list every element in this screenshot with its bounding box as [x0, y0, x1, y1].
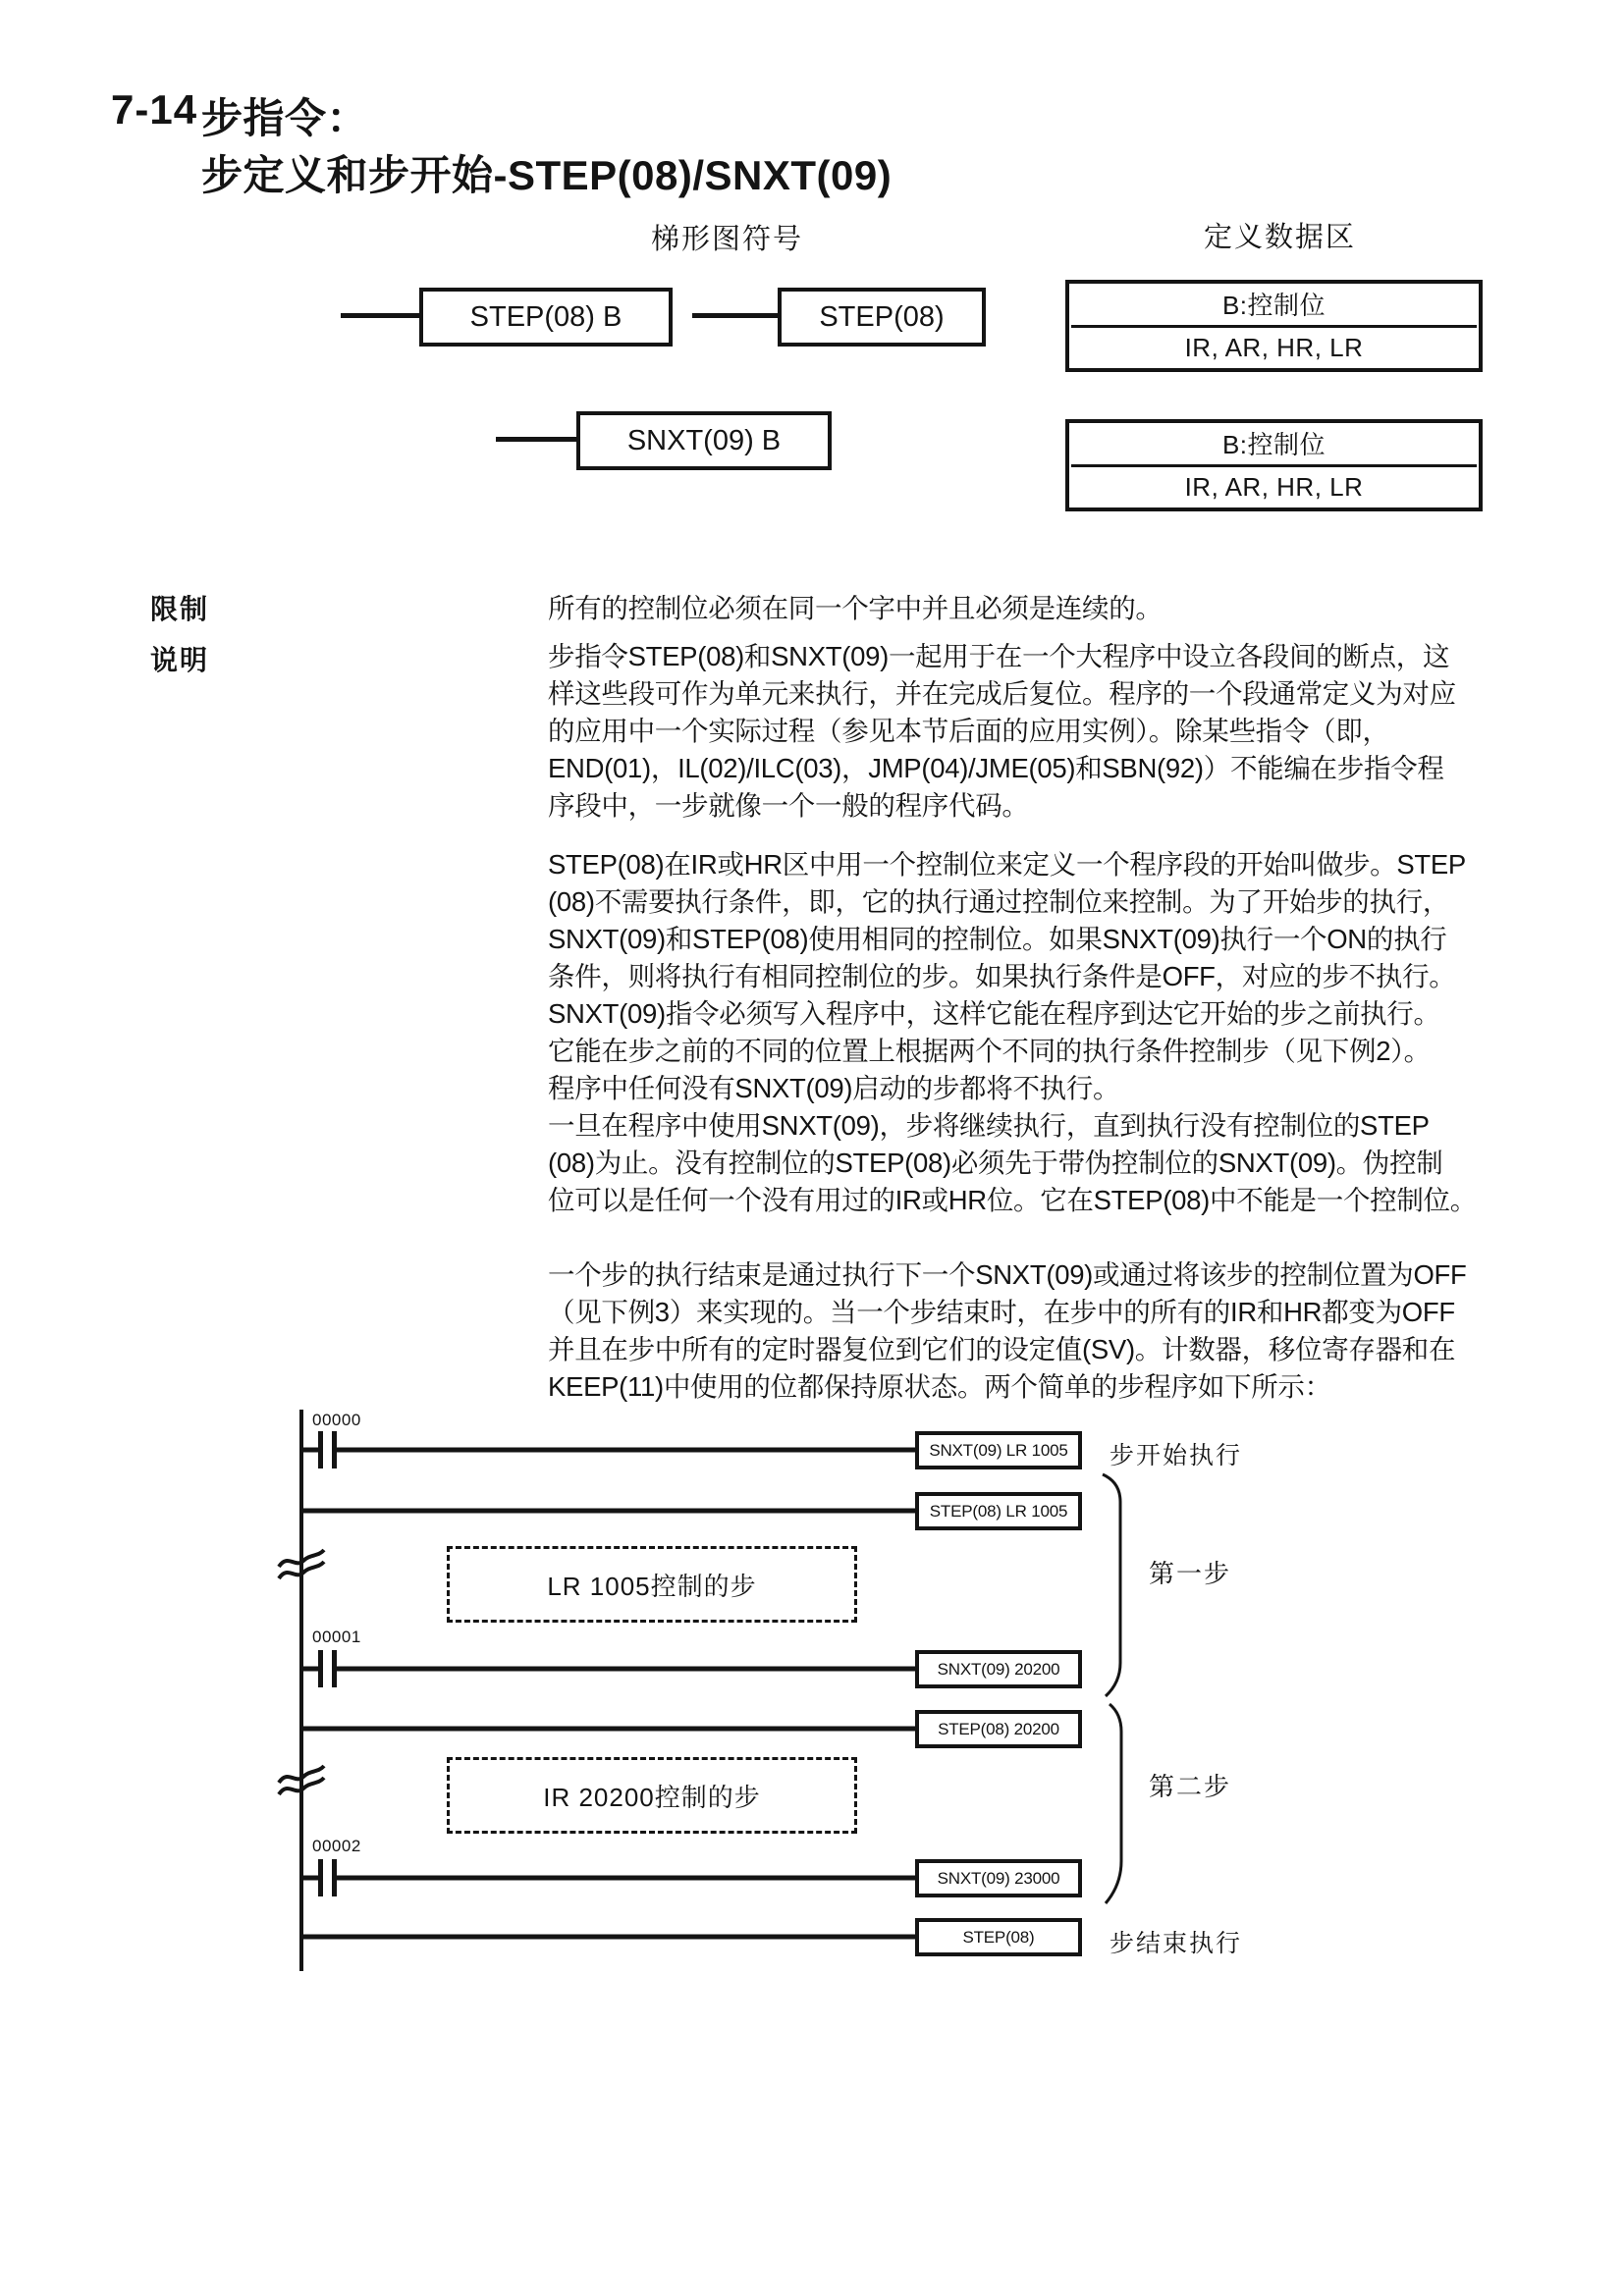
data-area-2-operand: B:控制位 — [1221, 430, 1326, 460]
body-line: 并且在步中所有的定时器复位到它们的设定值(SV)。计数器，移位寄存器和在 — [548, 1334, 1456, 1364]
snxt-23000-instruction-box: SNXT(09) 23000 — [915, 1859, 1082, 1897]
brace-icon — [1106, 1704, 1121, 1903]
step1-note: 第一步 — [1149, 1559, 1232, 1588]
no-contact-icon — [318, 1650, 323, 1687]
snxt-20200-instruction-box: SNXT(09) 20200 — [915, 1650, 1082, 1688]
dashed-step-block-2: IR 20200控制的步 — [447, 1757, 857, 1834]
body-line: 条件，则将执行有相同控制位的步。如果执行条件是OFF，对应的步不执行。 — [548, 961, 1456, 991]
description-paragraph-3 — [548, 1107, 1477, 1219]
body-line: 的应用中一个实际过程（参见本节后面的应用实例）。除某些指令（即， — [548, 716, 1389, 746]
lead-line-icon — [692, 313, 778, 318]
body-line: SNXT(09)和STEP(08)使用相同的控制位。如果SNXT(09)执行一个ON的执行 — [548, 924, 1447, 954]
body-line: 序段中，一步就像一个一般的程序代码。 — [548, 790, 1029, 821]
body-line: KEEP(11)中使用的位都保持原状态。两个简单的步程序如下所示： — [548, 1371, 1331, 1402]
step2-note: 第二步 — [1149, 1772, 1232, 1801]
no-contact-icon — [318, 1859, 323, 1896]
restriction-text: 所有的控制位必须在同一个字中并且必须是连续的。 — [548, 593, 1163, 623]
body-line: 样这些段可作为单元来执行，并在完成后复位。程序的一个段通常定义为对应 — [548, 678, 1456, 709]
no-contact-icon — [318, 1431, 323, 1468]
body-line: 一旦在程序中使用SNXT(09)，步将继续执行，直到执行没有控制位的STEP — [548, 1110, 1430, 1141]
contact-address-label: 00002 — [312, 1837, 361, 1855]
data-area-box-1 — [1065, 280, 1483, 372]
description-label: 说明 — [150, 645, 210, 675]
snxt-b-symbol-box: SNXT(09) B — [576, 411, 832, 470]
data-area-box-2 — [1065, 419, 1483, 511]
no-contact-icon — [332, 1650, 337, 1687]
body-line: （见下例3）来实现的。当一个步结束时，在步中的所有的IR和HR都变为OFF — [548, 1297, 1455, 1327]
body-line: (08)不需要执行条件，即，它的执行通过控制位来控制。为了开始步的执行， — [548, 886, 1450, 917]
section-number: 7-14 — [111, 86, 198, 133]
ladder-symbol-header: 梯形图符号 — [651, 224, 804, 255]
restriction-label: 限制 — [150, 594, 210, 624]
step-b-symbol-box: STEP(08) B — [419, 288, 673, 347]
lead-line-icon — [496, 437, 576, 442]
body-line: 程序中任何没有SNXT(09)启动的步都将不执行。 — [548, 1073, 1120, 1103]
page-title-line-2: 步定义和步开始-STEP(08)/SNXT(09) — [201, 152, 893, 198]
data-area-header: 定义数据区 — [1204, 222, 1357, 253]
step-start-note: 步开始执行 — [1110, 1442, 1243, 1469]
body-line: 它能在步之前的不同的位置上根据两个不同的执行条件控制步（见下例2）。 — [548, 1036, 1431, 1066]
body-line: 位可以是任何一个没有用过的IR或HR位。它在STEP(08)中不能是一个控制位。 — [548, 1185, 1477, 1215]
page-title-line-1: 步指令： — [201, 95, 369, 141]
body-line: STEP(08)在IR或HR区中用一个控制位来定义一个程序段的开始叫做步。STEP — [548, 849, 1466, 880]
data-area-1-operand: B:控制位 — [1221, 291, 1326, 321]
snxt-lr1005-instruction-box: SNXT(09) LR 1005 — [915, 1431, 1082, 1469]
description-paragraph-2 — [548, 846, 1466, 1107]
step-end-note: 步结束执行 — [1110, 1930, 1243, 1957]
data-area-1-ranges: IR, AR, HR, LR — [1184, 332, 1364, 362]
contact-address-label: 00000 — [312, 1411, 361, 1429]
step-end-instruction-box: STEP(08) — [915, 1918, 1082, 1956]
body-line: SNXT(09)指令必须写入程序中，这样它能在程序到达它开始的步之前执行。 — [548, 998, 1440, 1029]
brace-icon — [1103, 1474, 1120, 1696]
no-contact-icon — [332, 1859, 337, 1896]
body-line: END(01)，IL(02)/ILC(03)，JMP(04)/JME(05)和SBN(92)）不能编在步指令程 — [548, 753, 1444, 783]
data-area-2-ranges: IR, AR, HR, LR — [1184, 471, 1364, 502]
body-line: 一个步的执行结束是通过执行下一个SNXT(09)或通过将该步的控制位置为OFF — [548, 1259, 1467, 1290]
step-20200-instruction-box: STEP(08) 20200 — [915, 1710, 1082, 1748]
contact-address-label: 00001 — [312, 1628, 361, 1646]
no-contact-icon — [332, 1431, 337, 1468]
example-ladder-diagram — [0, 1404, 1624, 2002]
description-paragraph-1 — [548, 638, 1456, 825]
description-paragraph-4 — [548, 1256, 1467, 1406]
step-symbol-box: STEP(08) — [778, 288, 986, 347]
lead-line-icon — [341, 313, 419, 318]
body-line: 步指令STEP(08)和SNXT(09)一起用于在一个大程序中设立各段间的断点，这 — [548, 641, 1450, 671]
body-line: (08)为止。没有控制位的STEP(08)必须先于带伪控制位的SNXT(09)。伪控制 — [548, 1148, 1443, 1178]
step-lr1005-instruction-box: STEP(08) LR 1005 — [915, 1492, 1082, 1530]
dashed-step-block-1: LR 1005控制的步 — [447, 1546, 857, 1623]
